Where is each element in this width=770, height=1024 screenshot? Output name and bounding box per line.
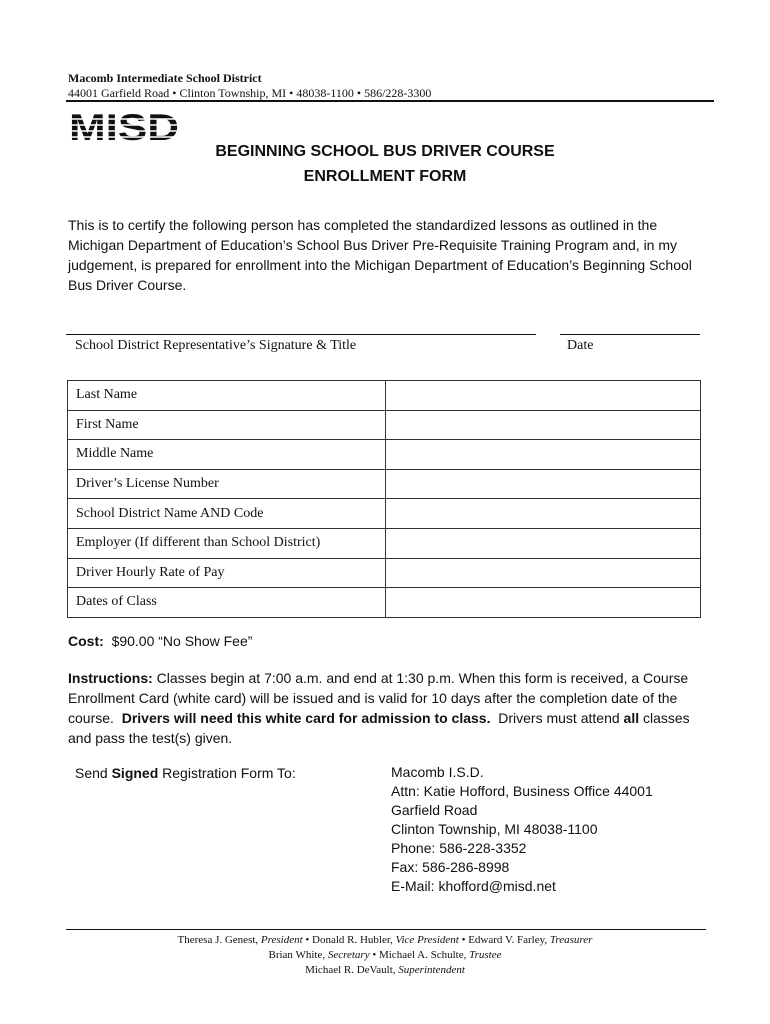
field-label: Driver’s License Number	[68, 469, 386, 499]
board-member-name: Theresa J. Genest,	[177, 934, 259, 946]
footer-separator: •	[461, 934, 466, 946]
date-line[interactable]	[560, 334, 700, 335]
form-row	[68, 528, 701, 558]
field-label: Dates of Class	[68, 588, 386, 618]
field-label: First Name	[68, 410, 386, 440]
board-member-name: Donald R. Hubler,	[312, 934, 393, 946]
form-title-line2: ENROLLMENT FORM	[303, 168, 467, 185]
board-member-role: Superintendent	[398, 964, 465, 976]
instructions	[68, 668, 708, 748]
board-member-name: Michael R. DeVault,	[305, 964, 396, 976]
org-name: Macomb Intermediate School District	[68, 71, 262, 85]
footer-divider	[66, 929, 706, 930]
instructions-text: Classes begin at 7:00 a.m. and end at 1:30 p.m. When this form is received, a Course Enrollment Card (white card) will be issued and is valid for 10 days after the completion date of the course.	[68, 670, 689, 726]
form-row	[68, 440, 701, 470]
form-row	[68, 558, 701, 588]
field-label: Last Name	[68, 381, 386, 411]
board-member-name: Michael A. Schulte,	[378, 949, 467, 961]
field-label: Employer (If different than School District)	[68, 528, 386, 558]
form-row	[68, 499, 701, 529]
field-input[interactable]	[386, 381, 701, 411]
address-line: Attn: Katie Hofford, Business Office 44001	[391, 783, 653, 799]
field-label: Middle Name	[68, 440, 386, 470]
board-member-name: Edward V. Farley,	[468, 934, 548, 946]
mailing-address	[391, 763, 681, 896]
board-member-role: Secretary	[327, 949, 370, 961]
board-member-name: Brian White,	[268, 949, 326, 961]
footer-separator: •	[372, 949, 377, 961]
board-member-role: President	[260, 934, 303, 946]
field-input[interactable]	[386, 499, 701, 529]
footer-separator: •	[305, 934, 310, 946]
field-input[interactable]	[386, 410, 701, 440]
form-row	[68, 381, 701, 411]
board-member-role: Treasurer	[549, 934, 593, 946]
instructions-all: all	[623, 710, 640, 726]
footer-board-line2	[0, 949, 770, 961]
signature-label: School District Representative’s Signature & Title	[75, 338, 357, 353]
board-member-role: Trustee	[469, 949, 502, 961]
field-input[interactable]	[386, 588, 701, 618]
field-input[interactable]	[386, 528, 701, 558]
address-line: Phone: 586-228-3352	[391, 840, 527, 856]
field-input[interactable]	[386, 440, 701, 470]
signature-line[interactable]	[66, 334, 536, 335]
instructions-text-3: classes and pass the test(s) given.	[68, 710, 690, 746]
field-input[interactable]	[386, 558, 701, 588]
field-label: School District Name AND Code	[68, 499, 386, 529]
cost-line	[68, 631, 708, 651]
cost-label: Cost:	[68, 633, 104, 649]
form-row	[68, 410, 701, 440]
form-row	[68, 469, 701, 499]
address-line: E-Mail: khofford@misd.net	[391, 878, 556, 894]
board-member-role: Vice President	[395, 934, 459, 946]
driver-info-table	[67, 380, 701, 618]
org-address: 44001 Garfield Road • Clinton Township, MI • 48038-1100 • 586/228-3300	[68, 86, 432, 100]
form-row	[68, 588, 701, 618]
logo-text: MISD	[69, 110, 179, 144]
address-line: Macomb I.S.D.	[391, 764, 484, 780]
form-title-line1: BEGINNING SCHOOL BUS DRIVER COURSE	[215, 143, 555, 160]
address-line: Clinton Township, MI 48038-1100	[391, 821, 598, 837]
instructions-label: Instructions:	[68, 670, 153, 686]
header-divider	[66, 100, 714, 102]
field-label: Driver Hourly Rate of Pay	[68, 558, 386, 588]
footer-board-line3	[0, 964, 770, 976]
misd-logo	[68, 110, 180, 144]
instructions-text-2: Drivers must attend	[498, 710, 620, 726]
address-line: Fax: 586-286-8998	[391, 859, 510, 875]
instructions-bold: Drivers will need this white card for admission to class.	[121, 710, 491, 726]
address-line: Garfield Road	[391, 802, 478, 818]
certification-text: This is to certify the following person has completed the standardized lessons as outlined in the Michigan Department of Education’s School Bus Driver Pre-Requisite Training Program and, in my judgement, is prepared for enrollment into the Michigan Department of Education’s Beginning School Bus Driver Course.	[68, 217, 692, 293]
footer-board-line1	[0, 934, 770, 946]
send-to-label: Send Signed Registration Form To:	[75, 765, 296, 781]
date-label: Date	[567, 338, 594, 353]
field-input[interactable]	[386, 469, 701, 499]
cost-value: $90.00 “No Show Fee”	[111, 633, 253, 649]
